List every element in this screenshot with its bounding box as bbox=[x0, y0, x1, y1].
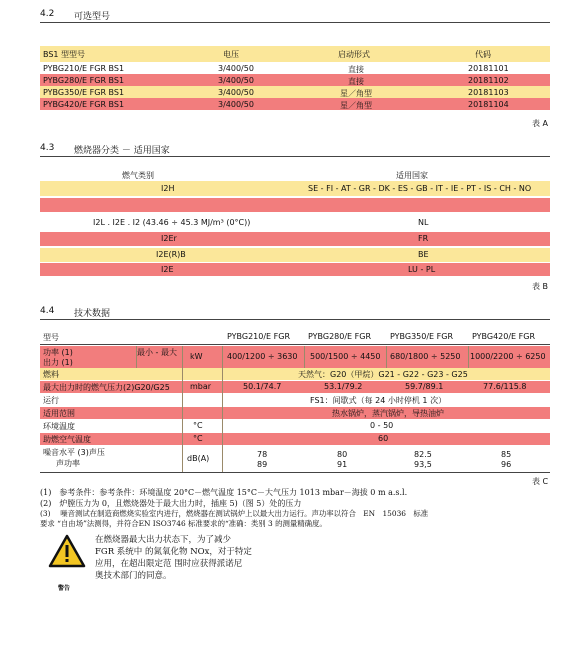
noise-unit: dB(A) bbox=[187, 454, 210, 463]
code-cell: 20181104 bbox=[468, 100, 509, 109]
section-4-3-heading bbox=[40, 142, 550, 157]
combustion-air-label: 助燃空气温度 bbox=[43, 435, 91, 444]
section-4-4-heading bbox=[40, 305, 550, 320]
gas-pressure-value: 77.6/115.8 bbox=[483, 382, 527, 391]
power-label: 功率 (1) bbox=[43, 348, 73, 357]
table-row bbox=[40, 74, 550, 86]
sound-pressure-value: 78 bbox=[257, 450, 268, 459]
column-divider bbox=[222, 346, 223, 472]
table-row bbox=[40, 198, 550, 212]
country-cell: SE - FI - AT - GR - DK - ES - GB - IT - IE - PT - IS - CH - NO bbox=[308, 184, 532, 193]
country-cell: FR bbox=[418, 234, 429, 243]
gas-cell: I2H bbox=[161, 184, 175, 193]
operation-value: FS1：间歇式（每 24 小时停机 1 次） bbox=[310, 396, 447, 405]
start-cell: 星／角型 bbox=[340, 101, 372, 110]
table-bottom-rule bbox=[40, 472, 550, 473]
application-row bbox=[40, 407, 550, 419]
model-header-row bbox=[40, 330, 550, 345]
combustion-air-value: 60 bbox=[378, 434, 389, 443]
code-cell: 20181101 bbox=[468, 64, 509, 73]
ambient-temp-value: 0 - 50 bbox=[370, 421, 394, 430]
sound-power-value: 89 bbox=[257, 460, 268, 469]
table-label: 表 B bbox=[532, 282, 549, 291]
warning-line: 在燃烧器最大出力状态下，为了减少 bbox=[95, 535, 232, 545]
sound-pressure-value: 82.5 bbox=[414, 450, 432, 459]
start-cell: 直接 bbox=[348, 77, 364, 86]
voltage-cell: 3/400/50 bbox=[218, 88, 254, 97]
sound-pressure-value: 85 bbox=[501, 450, 512, 459]
footnote-2: (2) 炉膛压力为 0，且燃烧器处于最大出力时，插座 5)（图 5）处的压力 bbox=[40, 499, 302, 508]
noise-row bbox=[40, 446, 550, 472]
header-gas-category: 燃气类别 bbox=[122, 171, 154, 180]
section-title: 燃烧器分类 － 适用国家 bbox=[74, 146, 170, 156]
country-cell: LU - PL bbox=[408, 265, 436, 274]
table-label: 表 A bbox=[532, 119, 549, 128]
header-model: BS1 型型号 bbox=[43, 50, 86, 59]
application-label: 适用范围 bbox=[43, 409, 75, 418]
table-row bbox=[40, 214, 550, 232]
gas-cell: I2Er bbox=[161, 234, 177, 243]
table-row bbox=[40, 181, 550, 196]
table-header-row bbox=[40, 46, 550, 62]
column-divider bbox=[304, 346, 305, 368]
power-value: 500/1500 ÷ 4450 bbox=[310, 352, 381, 361]
footnote-3: (3) 噪音测试在制造商燃烧实验室内进行，燃烧器在测试锅炉上以最大出力运行。声功率以符合 EN 15036 标准 bbox=[40, 509, 429, 518]
sound-power-value: 91 bbox=[337, 460, 348, 469]
gas-pressure-unit: mbar bbox=[190, 382, 212, 391]
application-value: 热水锅炉，蒸汽锅炉，导热油炉 bbox=[332, 409, 444, 418]
column-divider bbox=[182, 346, 183, 472]
table-row bbox=[40, 98, 550, 110]
fuel-label: 燃料 bbox=[43, 370, 59, 379]
section-4-2-heading bbox=[40, 8, 550, 23]
model-cell: PYBG280/E FGR BS1 bbox=[43, 76, 125, 85]
model-header: PYBG280/E FGR bbox=[308, 332, 372, 341]
sound-power-value: 96 bbox=[501, 460, 512, 469]
table-row bbox=[40, 62, 550, 74]
header-countries: 适用国家 bbox=[396, 171, 428, 180]
power-row bbox=[40, 346, 550, 368]
warning-text bbox=[95, 534, 252, 582]
model-header: PYBG420/E FGR bbox=[472, 332, 536, 341]
gas-cell: I2L . I2E . I2 (43.46 ÷ 45.3 MJ/m³ (0°C)) bbox=[93, 218, 251, 227]
gas-cell: I2E(R)B bbox=[156, 250, 186, 259]
voltage-cell: 3/400/50 bbox=[218, 100, 254, 109]
warning-label: 警告 bbox=[58, 585, 71, 592]
table-row bbox=[40, 232, 550, 246]
footnote-3-continued: 要求 “自由场”法测得，并符合EN ISO3746 标准要求的“准确：类别 3 的测量精确度。 bbox=[40, 519, 327, 528]
gas-pressure-label: 最大出力时的燃气压力(2)G20/G25 bbox=[43, 383, 170, 392]
table-row bbox=[40, 263, 550, 276]
model-cell: PYBG350/E FGR BS1 bbox=[43, 88, 125, 97]
code-cell: 20181103 bbox=[468, 88, 509, 97]
fuel-row bbox=[40, 368, 550, 380]
operation-row bbox=[40, 394, 550, 406]
column-divider bbox=[386, 346, 387, 368]
power-value: 680/1800 ÷ 5250 bbox=[390, 352, 461, 361]
section-number: 4.3 bbox=[40, 143, 55, 153]
model-label: 型号 bbox=[43, 333, 59, 342]
power-value: 400/1200 ÷ 3630 bbox=[227, 352, 298, 361]
header-code: 代码 bbox=[475, 50, 491, 59]
voltage-cell: 3/400/50 bbox=[218, 76, 254, 85]
voltage-cell: 3/400/50 bbox=[218, 64, 254, 73]
header-start: 启动形式 bbox=[338, 50, 370, 59]
table-row bbox=[40, 248, 550, 262]
column-divider bbox=[468, 346, 469, 368]
sound-pressure-value: 80 bbox=[337, 450, 348, 459]
combustion-air-row bbox=[40, 433, 550, 445]
model-header: PYBG210/E FGR bbox=[227, 332, 291, 341]
gas-pressure-value: 53.1/79.2 bbox=[324, 382, 363, 391]
column-divider bbox=[136, 346, 137, 368]
ambient-temp-unit: °C bbox=[193, 421, 203, 430]
model-cell: PYBG210/E FGR BS1 bbox=[43, 64, 125, 73]
power-min-max-label: 最小 - 最大 bbox=[137, 348, 177, 357]
ambient-temp-label: 环境温度 bbox=[43, 422, 75, 431]
warning-triangle-icon bbox=[48, 534, 86, 568]
country-cell: BE bbox=[418, 250, 429, 259]
footnote-1: (1) 参考条件：参考条件：环境温度 20°C－燃气温度 15°C－大气压力 1013 mbar－海拔 0 m a.s.l. bbox=[40, 488, 408, 497]
start-cell: 星／角型 bbox=[340, 89, 372, 98]
section-title: 可选型号 bbox=[74, 12, 111, 22]
sound-power-value: 93,5 bbox=[414, 460, 432, 469]
fuel-value: 天然气：G20（甲烷）G21 - G22 - G23 - G25 bbox=[298, 370, 468, 379]
warning-line: FGR 系统中 的氮氧化物 NOx，对于特定 bbox=[95, 547, 252, 557]
gas-pressure-value: 59.7/89.1 bbox=[405, 382, 444, 391]
table-row bbox=[40, 86, 550, 98]
section-number: 4.4 bbox=[40, 306, 55, 316]
table-label: 表 C bbox=[532, 477, 549, 486]
start-cell: 直接 bbox=[348, 65, 364, 74]
gas-cell: I2E bbox=[161, 265, 174, 274]
operation-label: 运行 bbox=[43, 396, 59, 405]
power-unit: kW bbox=[190, 352, 203, 361]
warning-line: 奥技术部门的同意。 bbox=[95, 571, 172, 581]
ambient-temp-row bbox=[40, 420, 550, 432]
model-cell: PYBG420/E FGR BS1 bbox=[43, 100, 125, 109]
header-voltage: 电压 bbox=[223, 50, 239, 59]
gas-pressure-value: 50.1/74.7 bbox=[243, 382, 282, 391]
section-number: 4.2 bbox=[40, 9, 55, 19]
warning-line: 应用，在超出限定范 围时应获得派诺尼 bbox=[95, 559, 243, 569]
section-title: 技术数据 bbox=[74, 309, 111, 319]
model-header: PYBG350/E FGR bbox=[390, 332, 454, 341]
country-cell: NL bbox=[418, 218, 429, 227]
gas-pressure-row bbox=[40, 381, 550, 393]
sound-power-label: 声功率 bbox=[56, 459, 80, 468]
code-cell: 20181102 bbox=[468, 76, 509, 85]
sound-pressure-label: 噪音水平 (3)声压 bbox=[43, 448, 105, 457]
power-value: 1000/2200 ÷ 6250 bbox=[470, 352, 546, 361]
output-label: 出力 (1) bbox=[43, 358, 73, 367]
combustion-air-unit: °C bbox=[193, 434, 203, 443]
